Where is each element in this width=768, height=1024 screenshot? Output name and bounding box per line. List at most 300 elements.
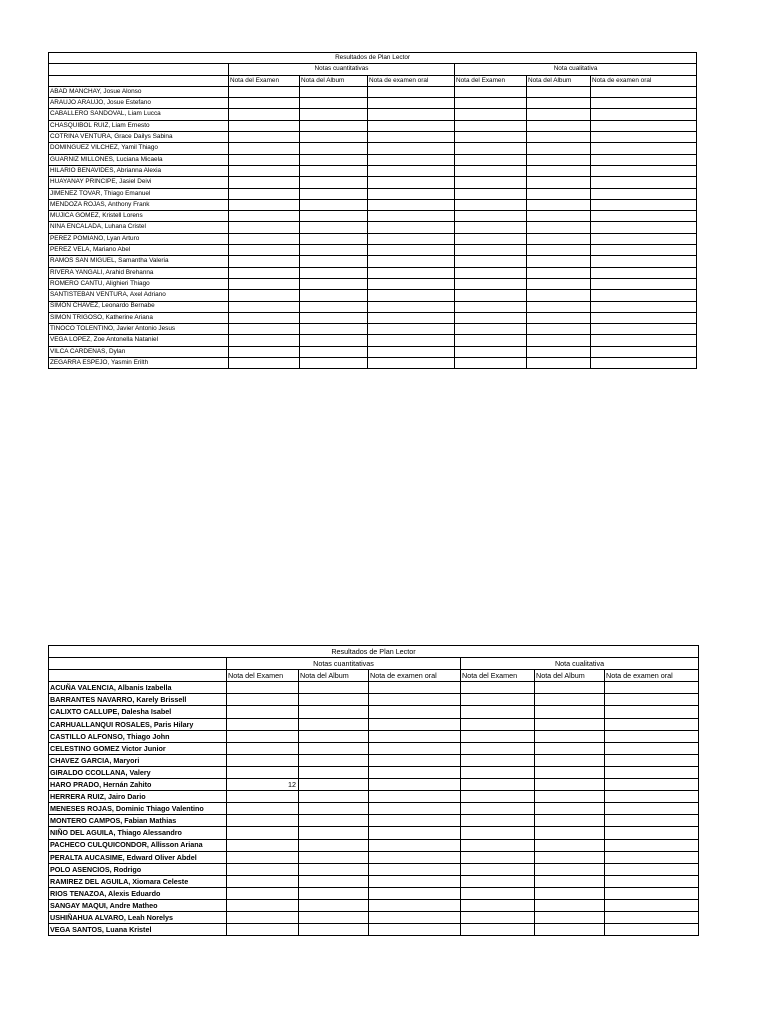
grade-cell <box>591 301 697 312</box>
grade-cell <box>605 839 699 851</box>
group-header-qualitative: Nota cualitativa <box>461 658 699 670</box>
grade-cell <box>461 682 535 694</box>
student-name: TINOCO TOLENTINO, Javier Antonio Jesus <box>49 324 229 335</box>
grade-cell <box>591 267 697 278</box>
group-header-row <box>49 64 697 75</box>
grade-cell <box>591 358 697 369</box>
grade-cell <box>605 924 699 936</box>
grade-table-1 <box>48 52 697 369</box>
grade-cell <box>229 120 300 131</box>
grade-cell <box>229 132 300 143</box>
table-row <box>49 86 697 97</box>
group-header-row <box>49 658 699 670</box>
grade-cell <box>227 899 299 911</box>
grade-cell <box>527 222 591 233</box>
table-row <box>49 290 697 301</box>
table-row <box>49 827 699 839</box>
grade-cell <box>300 177 368 188</box>
grade-cell <box>368 245 455 256</box>
grade-cell <box>368 312 455 323</box>
grade-cell <box>591 177 697 188</box>
grade-cell <box>461 766 535 778</box>
grade-cell <box>229 358 300 369</box>
grade-cell <box>455 245 527 256</box>
grade-cell <box>591 165 697 176</box>
empty-header-cell <box>49 64 229 75</box>
grade-cell <box>300 98 368 109</box>
grade-cell <box>455 177 527 188</box>
table-row <box>49 863 699 875</box>
grade-cell <box>229 154 300 165</box>
grade-cell <box>369 924 461 936</box>
grade-cell <box>535 924 605 936</box>
grade-cell <box>527 177 591 188</box>
grade-cell <box>369 839 461 851</box>
grade-cell <box>461 779 535 791</box>
grade-cell <box>461 827 535 839</box>
grade-cell <box>299 682 369 694</box>
grade-cell <box>369 718 461 730</box>
grade-cell <box>368 267 455 278</box>
grade-cell <box>455 335 527 346</box>
grade-cell <box>300 245 368 256</box>
grade-cell <box>461 754 535 766</box>
table-row <box>49 199 697 210</box>
table-row <box>49 256 697 267</box>
student-name: ABAD MANCHAY, Josue Alonso <box>49 86 229 97</box>
student-name: GUARNIZ MILLONES, Luciana Micaela <box>49 154 229 165</box>
grade-cell <box>455 188 527 199</box>
grade-cell <box>591 256 697 267</box>
student-name: SIMON TRIGOSO, Katherine Ariana <box>49 312 229 323</box>
table-row <box>49 730 699 742</box>
grade-cell <box>461 851 535 863</box>
grade-cell <box>591 109 697 120</box>
column-header: Nota de examen oral <box>605 670 699 682</box>
grade-cell <box>227 924 299 936</box>
grade-cell <box>461 887 535 899</box>
grade-cell <box>591 120 697 131</box>
table-row <box>49 245 697 256</box>
grade-cell <box>229 301 300 312</box>
grade-cell <box>299 730 369 742</box>
grade-cell <box>369 742 461 754</box>
grade-cell <box>369 779 461 791</box>
table-row <box>49 924 699 936</box>
student-name: CABALLERO SANDOVAL, Liam Lucca <box>49 109 229 120</box>
table-row <box>49 839 699 851</box>
student-name: JIMENEZ TOVAR, Thiago Emanuel <box>49 188 229 199</box>
grade-cell <box>229 245 300 256</box>
student-name: ZEGARRA ESPEJO, Yasmin Erilth <box>49 358 229 369</box>
grade-cell <box>300 335 368 346</box>
table-row <box>49 233 697 244</box>
table-row <box>49 324 697 335</box>
table-row <box>49 335 697 346</box>
grade-cell <box>455 256 527 267</box>
table-title-row <box>49 53 697 64</box>
grade-cell <box>227 803 299 815</box>
grade-cell <box>227 791 299 803</box>
student-name: CALIXTO CALLUPE, Dalesha Isabel <box>49 706 227 718</box>
grade-cell <box>227 742 299 754</box>
grade-cell <box>455 98 527 109</box>
grade-cell <box>461 730 535 742</box>
grade-cell <box>227 851 299 863</box>
column-header-row <box>49 75 697 86</box>
table-row <box>49 312 697 323</box>
grade-cell <box>591 233 697 244</box>
grade-cell <box>368 188 455 199</box>
grade-cell <box>369 682 461 694</box>
grade-cell <box>461 706 535 718</box>
table-row <box>49 851 699 863</box>
grade-cell <box>527 154 591 165</box>
table-row <box>49 278 697 289</box>
student-name: VILCA CARDENAS, Dylan <box>49 346 229 357</box>
grade-cell <box>369 803 461 815</box>
student-name: NINA ENCALADA, Luhana Cristel <box>49 222 229 233</box>
grade-cell <box>227 827 299 839</box>
grade-cell <box>461 875 535 887</box>
grade-cell <box>369 887 461 899</box>
table-row <box>49 301 697 312</box>
grade-cell <box>229 109 300 120</box>
grade-cell <box>527 109 591 120</box>
grade-cell <box>299 827 369 839</box>
grade-cell <box>591 312 697 323</box>
column-header: Nota de examen oral <box>369 670 461 682</box>
grade-cell <box>368 222 455 233</box>
grade-cell <box>535 779 605 791</box>
grade-cell <box>591 211 697 222</box>
grade-cell <box>461 839 535 851</box>
grade-cell <box>368 132 455 143</box>
student-name: PEREZ POMIANO, Lyan Arturo <box>49 233 229 244</box>
grade-cell <box>527 358 591 369</box>
grade-cell <box>299 706 369 718</box>
grade-cell <box>527 346 591 357</box>
student-name: CHASQUIBOL RUIZ, Liam Ernesto <box>49 120 229 131</box>
grade-cell <box>299 924 369 936</box>
student-name: PERALTA AUCASIME, Edward Oliver Abdel <box>49 851 227 863</box>
grade-cell <box>369 863 461 875</box>
table-title: Resultados de Plan Lector <box>49 646 699 658</box>
grade-cell <box>591 335 697 346</box>
grade-cell <box>535 766 605 778</box>
grade-cell <box>300 324 368 335</box>
grade-cell <box>535 803 605 815</box>
student-name: ROMERO CANTU, Alighieri Thiago <box>49 278 229 289</box>
grade-cell <box>527 312 591 323</box>
grade-cell <box>535 827 605 839</box>
table-row <box>49 779 699 791</box>
grade-cell <box>299 912 369 924</box>
grade-cell <box>300 233 368 244</box>
student-name: VEGA LOPEZ, Zoe Antonella Nataniel <box>49 335 229 346</box>
student-name: RAMOS SAN MIGUEL, Samantha Valeria <box>49 256 229 267</box>
student-name: HILARIO BENAVIDES, Abrianna Alexia <box>49 165 229 176</box>
student-name: MENESES ROJAS, Dominic Thiago Valentino <box>49 803 227 815</box>
grade-cell <box>535 718 605 730</box>
grade-cell <box>299 718 369 730</box>
grade-cell <box>299 766 369 778</box>
column-header: Nota de examen oral <box>591 75 697 86</box>
grade-cell <box>591 290 697 301</box>
grade-cell <box>369 791 461 803</box>
student-name: CHAVEZ GARCIA, Maryori <box>49 754 227 766</box>
grade-cell <box>605 815 699 827</box>
grade-cell <box>299 694 369 706</box>
grade-cell <box>455 233 527 244</box>
grade-cell <box>368 86 455 97</box>
grade-cell <box>455 132 527 143</box>
table-row <box>49 875 699 887</box>
grade-cell <box>535 887 605 899</box>
grade-cell <box>229 256 300 267</box>
student-name: BARRANTES NAVARRO, Karely Brissell <box>49 694 227 706</box>
grade-cell <box>229 143 300 154</box>
grade-cell <box>300 267 368 278</box>
grade-cell <box>605 912 699 924</box>
grade-cell <box>455 312 527 323</box>
grade-cell <box>455 324 527 335</box>
table-title: Resultados de Plan Lector <box>49 53 697 64</box>
student-name: CARHUALLANQUI ROSALES, Paris Hilary <box>49 718 227 730</box>
grade-cell <box>369 694 461 706</box>
grade-cell <box>300 188 368 199</box>
student-name: MONTERO CAMPOS, Fabian Mathias <box>49 815 227 827</box>
grade-cell <box>605 754 699 766</box>
grade-cell <box>369 815 461 827</box>
student-name: HUAYANAY PRINCIPE, Jasiel Deivi <box>49 177 229 188</box>
grade-cell <box>605 682 699 694</box>
grade-cell <box>605 887 699 899</box>
table-row <box>49 899 699 911</box>
grade-cell <box>300 154 368 165</box>
grade-cell <box>535 694 605 706</box>
grade-cell <box>455 109 527 120</box>
grade-cell <box>300 143 368 154</box>
grade-cell <box>527 335 591 346</box>
grade-cell <box>527 256 591 267</box>
grade-cell <box>369 730 461 742</box>
grade-cell <box>605 899 699 911</box>
grade-cell <box>368 154 455 165</box>
column-header: Nota del Album <box>535 670 605 682</box>
grade-cell <box>368 143 455 154</box>
grade-cell <box>300 358 368 369</box>
grade-cell <box>455 211 527 222</box>
grade-cell <box>455 86 527 97</box>
grade-cell <box>605 742 699 754</box>
grade-cell <box>299 791 369 803</box>
column-header-row <box>49 670 699 682</box>
grade-cell <box>535 839 605 851</box>
grade-cell <box>535 899 605 911</box>
grade-cell <box>300 278 368 289</box>
grade-cell <box>461 742 535 754</box>
grade-cell <box>605 766 699 778</box>
grade-cell <box>227 766 299 778</box>
grade-cell <box>591 346 697 357</box>
grade-cell <box>527 132 591 143</box>
table-row <box>49 143 697 154</box>
student-name: DOMINGUEZ VILCHEZ, Yamil Thiago <box>49 143 229 154</box>
grade-cell: 12 <box>227 779 299 791</box>
grade-cell <box>369 766 461 778</box>
table-row <box>49 754 699 766</box>
table-row <box>49 815 699 827</box>
grade-cell <box>299 803 369 815</box>
student-name: MUJICA GOMEZ, Kristell Lorens <box>49 211 229 222</box>
grade-cell <box>455 358 527 369</box>
grade-cell <box>299 839 369 851</box>
grade-cell <box>455 222 527 233</box>
table-row <box>49 791 699 803</box>
empty-header-cell <box>49 658 227 670</box>
grade-cell <box>535 706 605 718</box>
grade-cell <box>300 312 368 323</box>
student-name: GIRALDO CCOLLANA, Valery <box>49 766 227 778</box>
grade-cell <box>368 120 455 131</box>
grade-cell <box>368 177 455 188</box>
student-name: RAMIREZ DEL AGUILA, Xiomara Celeste <box>49 875 227 887</box>
grade-cell <box>605 875 699 887</box>
student-name: COTRINA VENTURA, Grace Dailys Sabina <box>49 132 229 143</box>
table-row <box>49 98 697 109</box>
column-header: Nota del Examen <box>455 75 527 86</box>
grade-cell <box>527 233 591 244</box>
column-header: Nota del Album <box>527 75 591 86</box>
empty-header-cell <box>49 75 229 86</box>
student-name: PEREZ VELA, Mariano Abel <box>49 245 229 256</box>
grade-cell <box>527 211 591 222</box>
grade-cell <box>299 851 369 863</box>
grade-cell <box>300 199 368 210</box>
grade-cell <box>455 143 527 154</box>
table-row <box>49 742 699 754</box>
student-name: ARAUJO ARAUJO, Josue Estefano <box>49 98 229 109</box>
grade-cell <box>535 863 605 875</box>
grade-cell <box>461 912 535 924</box>
table-row <box>49 211 697 222</box>
grade-cell <box>461 924 535 936</box>
grade-cell <box>299 754 369 766</box>
table-row <box>49 177 697 188</box>
grade-cell <box>605 706 699 718</box>
student-name: CASTILLO ALFONSO, Thiago John <box>49 730 227 742</box>
grade-cell <box>368 98 455 109</box>
grade-cell <box>368 301 455 312</box>
grade-cell <box>455 165 527 176</box>
grade-cell <box>591 98 697 109</box>
column-header: Nota de examen oral <box>368 75 455 86</box>
grade-cell <box>227 706 299 718</box>
group-header-quantitative: Notas cuantitativas <box>227 658 461 670</box>
grade-cell <box>535 682 605 694</box>
grade-cell <box>300 211 368 222</box>
student-name: SANGAY MAQUI, Andre Matheo <box>49 899 227 911</box>
grade-cell <box>369 827 461 839</box>
grade-cell <box>591 222 697 233</box>
grade-cell <box>535 875 605 887</box>
grade-cell <box>461 815 535 827</box>
grade-cell <box>368 290 455 301</box>
grade-cell <box>527 188 591 199</box>
grade-cell <box>455 120 527 131</box>
grade-cell <box>229 346 300 357</box>
grade-cell <box>368 278 455 289</box>
column-header: Nota del Examen <box>461 670 535 682</box>
grade-cell <box>300 290 368 301</box>
grade-cell <box>300 222 368 233</box>
grade-cell <box>591 188 697 199</box>
student-name: USHIÑAHUA ALVARO, Leah Norelys <box>49 912 227 924</box>
grade-cell <box>368 358 455 369</box>
grade-cell <box>369 851 461 863</box>
grade-cell <box>591 245 697 256</box>
grade-cell <box>461 863 535 875</box>
grade-cell <box>461 718 535 730</box>
grade-cell <box>591 278 697 289</box>
grade-cell <box>527 143 591 154</box>
grade-cell <box>535 791 605 803</box>
grade-cell <box>368 233 455 244</box>
grade-cell <box>455 278 527 289</box>
table-1-body <box>49 53 697 369</box>
student-name: RIVERA YANGALI, Arahid Brehanna <box>49 267 229 278</box>
grade-cell <box>535 851 605 863</box>
grade-cell <box>605 718 699 730</box>
grade-cell <box>368 211 455 222</box>
grade-table-2 <box>48 645 699 936</box>
column-header: Nota del Examen <box>229 75 300 86</box>
table-row <box>49 222 697 233</box>
table-title-row <box>49 646 699 658</box>
grade-cell <box>535 754 605 766</box>
table-row <box>49 706 699 718</box>
grade-cell <box>605 779 699 791</box>
table-row <box>49 694 699 706</box>
student-name: CELESTINO GOMEZ Victor Junior <box>49 742 227 754</box>
grade-cell <box>605 791 699 803</box>
grade-cell <box>229 335 300 346</box>
table-row <box>49 109 697 120</box>
grade-cell <box>368 165 455 176</box>
grade-cell <box>299 887 369 899</box>
grade-cell <box>605 803 699 815</box>
grade-cell <box>527 199 591 210</box>
grade-cell <box>229 312 300 323</box>
grade-cell <box>229 267 300 278</box>
table-row <box>49 132 697 143</box>
grade-cell <box>227 730 299 742</box>
grade-cell <box>591 143 697 154</box>
student-name: SIMON CHAVEZ, Leonardo Bernabe <box>49 301 229 312</box>
grade-cell <box>299 742 369 754</box>
grade-cell <box>368 324 455 335</box>
table-row <box>49 912 699 924</box>
grade-cell <box>369 912 461 924</box>
grade-cell <box>227 718 299 730</box>
table-row <box>49 887 699 899</box>
student-name: HARO PRADO, Hernán Zahito <box>49 779 227 791</box>
grade-cell <box>591 199 697 210</box>
grade-cell <box>229 290 300 301</box>
grade-cell <box>227 694 299 706</box>
grade-cell <box>299 815 369 827</box>
